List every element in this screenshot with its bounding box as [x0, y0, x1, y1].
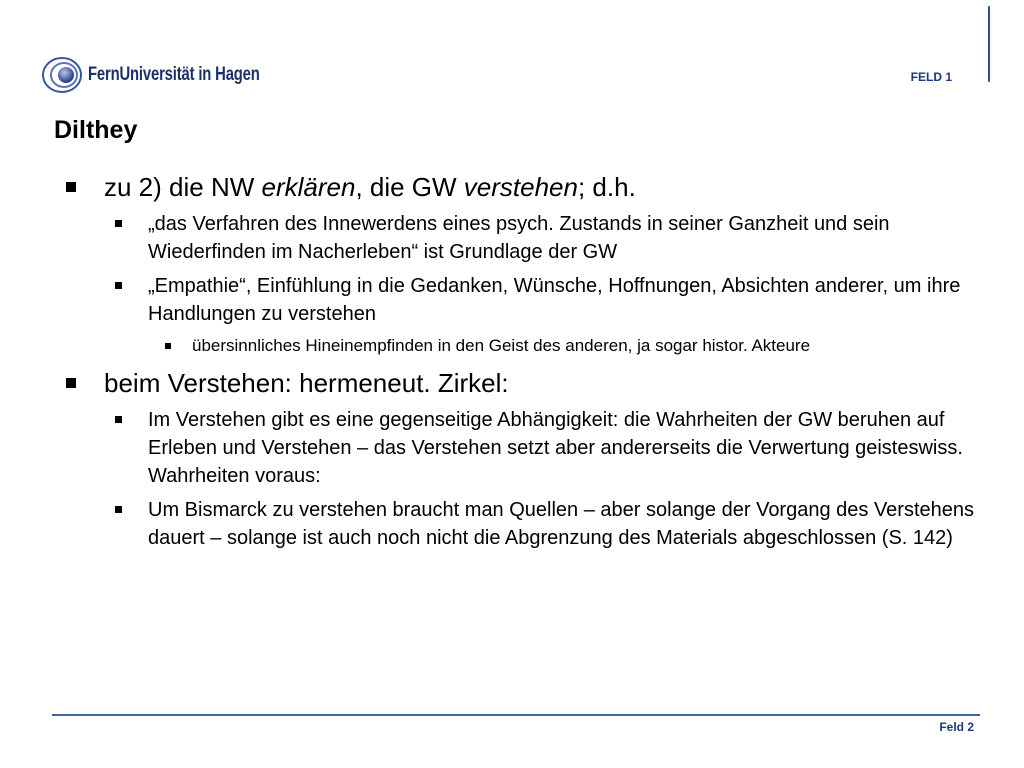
square-bullet-icon: [66, 378, 76, 388]
bullet-text: Um Bismarck zu verstehen braucht man Quellen – aber solange der Vorgang des Verstehens dauert – solange ist auch noch nicht die Abgrenzung des Materials abgeschlossen (S. 142): [148, 499, 975, 549]
bullet-item-level2: [64, 496, 984, 552]
frame-line-top-right: [988, 6, 990, 82]
header-label: FELD 1: [910, 70, 952, 84]
bullet-item-level2: [64, 406, 984, 490]
bullet-item-level3: [64, 334, 984, 358]
bullet-item-level1: [64, 170, 984, 204]
emphasis-erklaeren: erklären: [261, 172, 356, 202]
square-bullet-icon: [165, 343, 171, 349]
frame-line-bottom: [52, 714, 980, 716]
bullet-item-level2: [64, 210, 984, 266]
globe-logo-icon: [40, 55, 84, 95]
slide-content: [64, 170, 984, 558]
square-bullet-icon: [66, 182, 76, 192]
bullet-text: „Empathie“, Einfühlung in die Gedanken, Wünsche, Hoffnungen, Absichten anderer, um ihre Handlungen zu verstehen: [148, 275, 961, 325]
square-bullet-icon: [115, 282, 122, 289]
bullet-text: beim Verstehen: hermeneut. Zirkel:: [104, 368, 509, 398]
bullet-item-level1: [64, 366, 984, 400]
square-bullet-icon: [115, 416, 122, 423]
university-logo: [40, 55, 308, 95]
bullet-text: übersinnliches Hineinempfinden in den Geist des anderen, ja sogar histor. Akteure: [192, 336, 811, 355]
logo-text: FernUniversität in Hagen: [88, 64, 260, 85]
square-bullet-icon: [115, 220, 122, 227]
slide-title: Dilthey: [54, 116, 138, 144]
bullet-text: „das Verfahren des Innewerdens eines psych. Zustands in seiner Ganzheit und sein Wiederfinden im Nacherleben“ ist Grundlage der GW: [148, 213, 890, 263]
bullet-text: Im Verstehen gibt es eine gegenseitige Abhängigkeit: die Wahrheiten der GW beruhen auf Erleben und Verstehen – das Verstehen setzt aber andererseits die Verwertung geisteswiss. Wahrheiten voraus:: [148, 409, 963, 487]
emphasis-verstehen: verstehen: [463, 172, 578, 202]
bullet-text: zu 2) die NW erklären, die GW verstehen; d.h.: [104, 172, 636, 202]
bullet-item-level2: [64, 272, 984, 328]
footer-label: Feld 2: [939, 720, 974, 734]
square-bullet-icon: [115, 506, 122, 513]
